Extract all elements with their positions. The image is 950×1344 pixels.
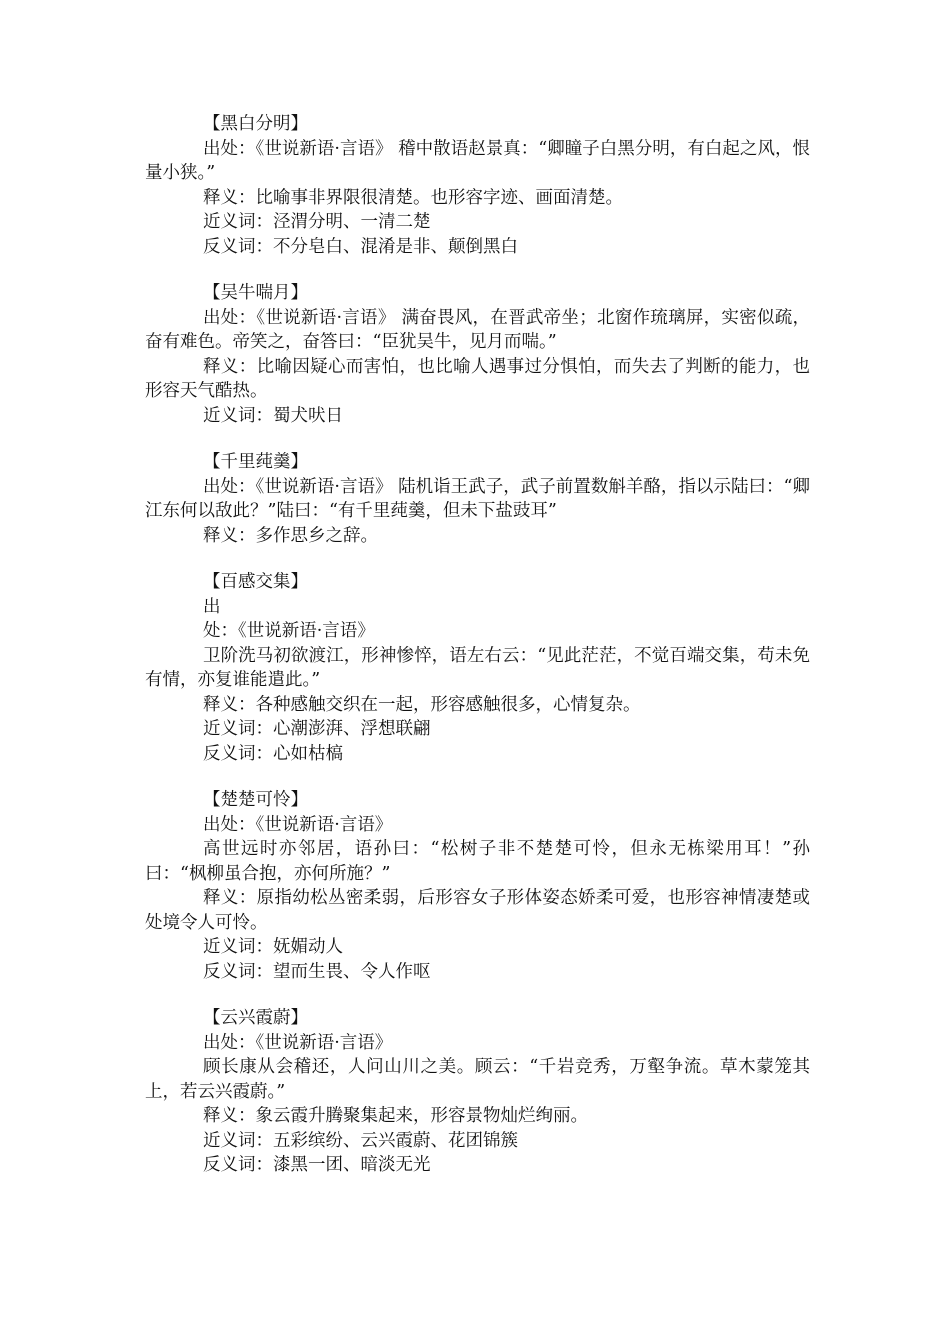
source-line: 出处：《世说新语·言语》	[203, 1032, 393, 1053]
source-line: 出处：《世说新语·言语》	[203, 814, 393, 835]
synonym-line: 近义词：泾渭分明、一清二楚	[203, 212, 431, 232]
idiom-entry	[145, 281, 810, 428]
source-line: 出处：《世说新语·言语》 陆机诣王武子，武子前置数斛羊酪，指以示陆曰：“卿江东何以敌此？”陆曰：“有千里莼羹，但未下盐豉耳”	[145, 476, 810, 521]
source-line: 出处：《世说新语·言语》 稽中散语赵景真：“卿瞳子白黑分明，有白起之风，恨量小狭。”	[145, 138, 810, 183]
source-quote-line: 高世远时亦邻居，语孙曰：“松树子非不楚楚可怜，但永无栋梁用耳！”孙曰：“枫柳虽合抱，亦何所施？”	[145, 839, 810, 884]
source-quote-line: 卫阶洗马初欲渡江，形神惨悴，语左右云：“见此茫茫，不觉百端交集，苟未免有情，亦复谁能遣此。”	[145, 645, 810, 690]
source-line: 出处：《世说新语·言语》 满奋畏风，在晋武帝坐；北窗作琉璃屏，实密似疏，奋有难色。帝笑之，奋答曰：“臣犹吴牛，见月而喘。”	[145, 307, 810, 352]
meaning-line: 释义：原指幼松丛密柔弱，后形容女子形体姿态娇柔可爱，也形容神情凄楚或处境令人可怜。	[145, 888, 810, 933]
idiom-title: 【云兴霞蔚】	[203, 1008, 308, 1028]
synonym-line: 近义词：妩媚动人	[203, 937, 343, 957]
synonym-line: 近义词：心潮澎湃、浮想联翩	[203, 719, 431, 739]
idiom-title: 【千里莼羹】	[203, 452, 308, 472]
meaning-line: 释义：比喻事非界限很清楚。也形容字迹、画面清楚。	[203, 187, 623, 208]
idiom-entry	[145, 788, 810, 984]
idiom-title: 【楚楚可怜】	[203, 790, 308, 810]
antonym-line: 反义词：不分皂白、混淆是非、颠倒黑白	[203, 236, 518, 257]
idiom-entry	[145, 1006, 810, 1178]
synonym-line: 近义词：五彩缤纷、云兴霞蔚、花团锦簇	[203, 1130, 518, 1151]
antonym-line: 反义词：漆黑一团、暗淡无光	[203, 1155, 431, 1175]
document-page	[145, 112, 810, 1200]
meaning-line: 释义：比喻因疑心而害怕，也比喻人遇事过分惧怕，而失去了判断的能力，也形容天气酷热。	[145, 356, 810, 401]
source-label-line: 出	[203, 596, 221, 617]
idiom-title: 【黑白分明】	[203, 114, 308, 134]
meaning-line: 释义：各种感触交织在一起，形容感触很多，心情复杂。	[203, 694, 641, 715]
meaning-line: 释义：象云霞升腾聚集起来，形容景物灿烂绚丽。	[203, 1106, 588, 1126]
antonym-line: 反义词：望而生畏、令人作呕	[203, 961, 431, 982]
source-line: 处：《世说新语·言语》	[203, 621, 375, 641]
idiom-entry	[145, 450, 810, 548]
antonym-line: 反义词：心如枯槁	[203, 743, 343, 764]
idiom-entry	[145, 112, 810, 259]
idiom-title: 【百感交集】	[203, 572, 308, 592]
synonym-line: 近义词：蜀犬吠日	[203, 405, 343, 426]
idiom-entry	[145, 570, 810, 766]
source-quote-line: 顾长康从会稽还，人问山川之美。顾云：“千岩竞秀，万壑争流。草木蒙笼其上，若云兴霞蔚。”	[145, 1057, 810, 1102]
idiom-title: 【吴牛喘月】	[203, 283, 308, 303]
meaning-line: 释义：多作思乡之辞。	[203, 525, 378, 546]
